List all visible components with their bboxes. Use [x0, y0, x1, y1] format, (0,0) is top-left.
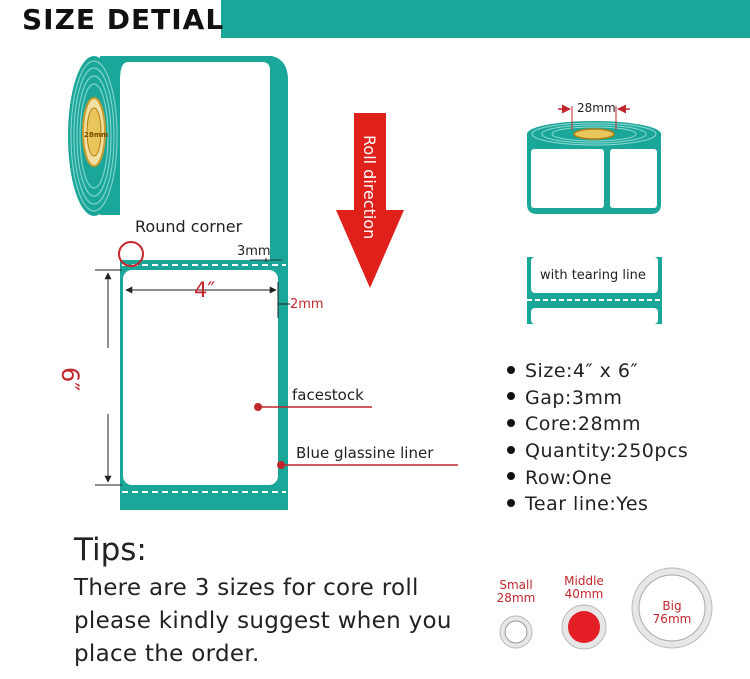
- round-corner-label: Round corner: [135, 217, 243, 236]
- tips-title: Tips:: [74, 532, 147, 568]
- spec-item: Gap:3mm: [507, 385, 688, 412]
- roll-direction-label: Roll direction: [360, 135, 379, 240]
- core-big-label: Big 76mm: [652, 599, 692, 626]
- spec-item: Tear line:Yes: [507, 491, 688, 518]
- core-middle-circle: [562, 605, 606, 649]
- bullet-icon: [507, 446, 515, 454]
- gap-3mm-label: 3mm: [237, 244, 271, 259]
- main-label: [123, 270, 278, 485]
- width-4-label: 4″: [194, 278, 216, 302]
- tips-line: please kindly suggest when you: [74, 608, 452, 634]
- tearing-line-label: with tearing line: [540, 268, 646, 283]
- roll-core-label: 28mm: [577, 101, 616, 115]
- height-6-label: 6″: [56, 367, 84, 392]
- bullet-icon: [507, 472, 515, 480]
- spec-item: Core:28mm: [507, 411, 688, 438]
- facestock-label: facestock: [292, 386, 364, 404]
- bullet-icon: [507, 392, 515, 400]
- bullet-icon: [507, 366, 515, 374]
- tips-line: place the order.: [74, 641, 260, 667]
- bullet-icon: [507, 419, 515, 427]
- core-middle-label: Middle 40mm: [564, 574, 604, 601]
- bullet-icon: [507, 499, 515, 507]
- core-small-label: Small 28mm: [496, 578, 536, 605]
- spec-list: [507, 358, 688, 518]
- core-small-circle: [500, 616, 532, 648]
- edge-2mm-label: 2mm: [290, 297, 324, 312]
- spec-item: Row:One: [507, 465, 688, 492]
- roll-illustration: [527, 106, 661, 214]
- spec-item: Size:4″ x 6″: [507, 358, 688, 385]
- page-title: SIZE DETIAL: [22, 3, 225, 36]
- tips-line: There are 3 sizes for core roll: [74, 575, 419, 601]
- liner-label: Blue glassine liner: [296, 444, 434, 462]
- core-size-label: 28mm: [84, 131, 109, 139]
- spec-item: Quantity:250pcs: [507, 438, 688, 465]
